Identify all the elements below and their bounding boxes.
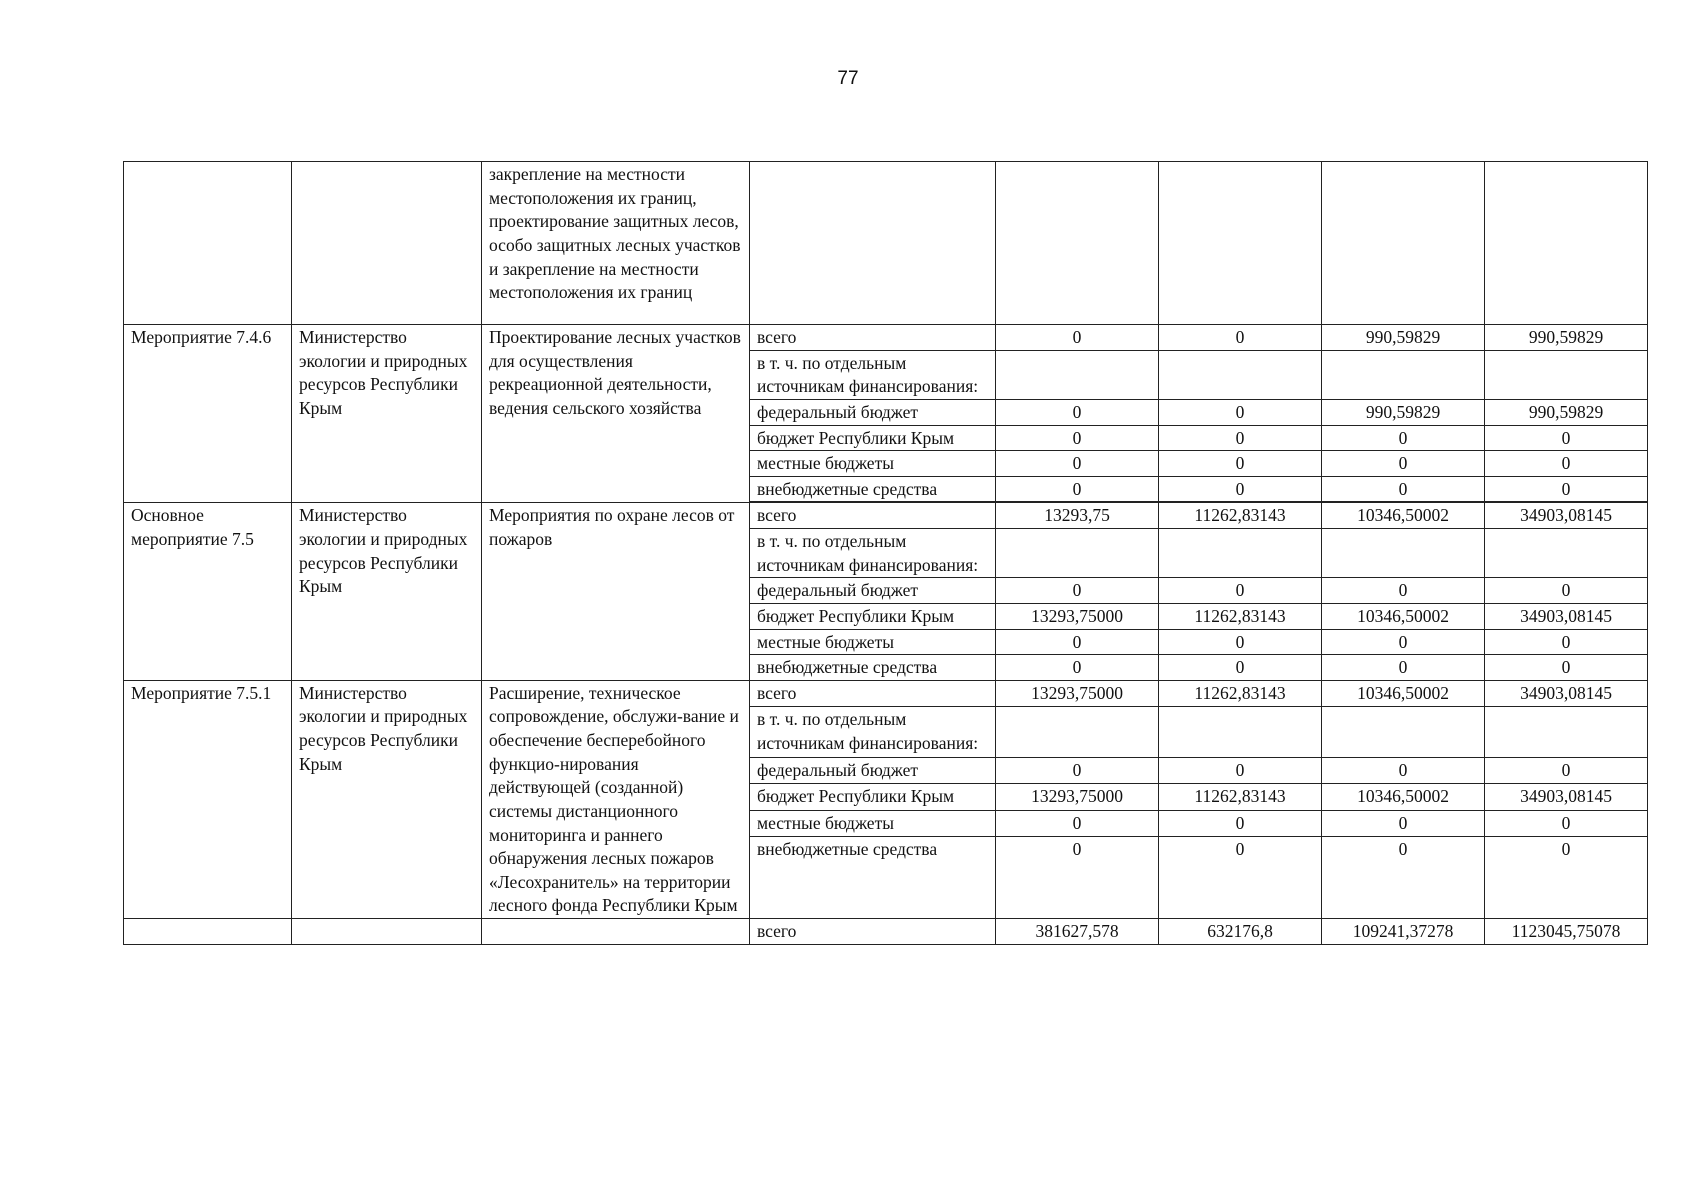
source-label: федеральный бюджет bbox=[750, 757, 996, 783]
value-cell bbox=[996, 350, 1159, 399]
value-cell: 0 bbox=[996, 451, 1159, 477]
executor-cell bbox=[292, 162, 482, 325]
value-cell: 10346,50002 bbox=[1322, 680, 1485, 706]
table-row bbox=[124, 503, 1648, 529]
value-cell: 13293,75 bbox=[996, 503, 1159, 529]
value-cell: 0 bbox=[1159, 476, 1322, 502]
grand-total-value: 1123045,75078 bbox=[1485, 919, 1648, 945]
value-cell: 0 bbox=[1159, 578, 1322, 604]
continuation-row bbox=[124, 162, 1648, 325]
value-cell: 0 bbox=[996, 325, 1159, 351]
value-cell: 0 bbox=[1322, 476, 1485, 502]
value-cell: 10346,50002 bbox=[1322, 503, 1485, 529]
value-cell: 0 bbox=[1159, 451, 1322, 477]
description-cell: Мероприятия по охране лесов от пожаров bbox=[482, 503, 750, 680]
value-cell: 0 bbox=[1322, 757, 1485, 783]
value-cell: 0 bbox=[1485, 757, 1648, 783]
value-cell: 34903,08145 bbox=[1485, 784, 1648, 810]
value-cell bbox=[1485, 707, 1648, 758]
source-label: в т. ч. по отдельным источникам финансирования: bbox=[750, 350, 996, 399]
source-label: всего bbox=[750, 325, 996, 351]
measure-name-cell: Мероприятие 7.4.6 bbox=[124, 325, 292, 503]
value-cell bbox=[996, 707, 1159, 758]
value-cell bbox=[1159, 529, 1322, 578]
value-cell: 0 bbox=[1485, 837, 1648, 919]
value-cell: 0 bbox=[1485, 578, 1648, 604]
measure-name-cell: Мероприятие 7.5.1 bbox=[124, 680, 292, 918]
value-cell: 0 bbox=[1322, 578, 1485, 604]
value-cell bbox=[1322, 529, 1485, 578]
source-label: всего bbox=[750, 503, 996, 529]
source-label: внебюджетные средства bbox=[750, 476, 996, 502]
value-cell: 0 bbox=[1159, 655, 1322, 681]
value-cell bbox=[996, 162, 1159, 325]
value-cell: 10346,50002 bbox=[1322, 603, 1485, 629]
grand-total-row bbox=[124, 919, 1648, 945]
value-cell: 0 bbox=[1485, 451, 1648, 477]
value-cell: 13293,75000 bbox=[996, 680, 1159, 706]
value-cell: 0 bbox=[1322, 837, 1485, 919]
source-label: внебюджетные средства bbox=[750, 837, 996, 919]
value-cell: 11262,83143 bbox=[1159, 603, 1322, 629]
value-cell bbox=[1159, 707, 1322, 758]
table-row bbox=[124, 325, 1648, 351]
value-cell: 11262,83143 bbox=[1159, 680, 1322, 706]
value-cell bbox=[996, 529, 1159, 578]
value-cell: 0 bbox=[996, 810, 1159, 836]
executor-cell: Министерство экологии и природных ресурсов Республики Крым bbox=[292, 680, 482, 918]
value-cell: 0 bbox=[996, 655, 1159, 681]
value-cell: 0 bbox=[996, 629, 1159, 655]
value-cell: 34903,08145 bbox=[1485, 603, 1648, 629]
value-cell: 0 bbox=[996, 578, 1159, 604]
source-label: в т. ч. по отдельным источникам финансирования: bbox=[750, 529, 996, 578]
description-cell: закрепление на местности местоположения их границ, проектирование защитных лесов, особо защитных лесных участков и закрепление на местности местоположения их границ bbox=[482, 162, 750, 325]
description-cell bbox=[482, 919, 750, 945]
value-cell: 0 bbox=[1159, 810, 1322, 836]
value-cell: 0 bbox=[1159, 425, 1322, 451]
source-label: федеральный бюджет bbox=[750, 399, 996, 425]
value-cell: 0 bbox=[996, 837, 1159, 919]
value-cell: 0 bbox=[1485, 425, 1648, 451]
page-number: 77 bbox=[837, 68, 859, 89]
value-cell: 11262,83143 bbox=[1159, 784, 1322, 810]
value-cell bbox=[1322, 350, 1485, 399]
grand-total-value: 632176,8 bbox=[1159, 919, 1322, 945]
source-label: в т. ч. по отдельным источникам финансирования: bbox=[750, 707, 996, 758]
value-cell: 0 bbox=[996, 399, 1159, 425]
value-cell: 34903,08145 bbox=[1485, 680, 1648, 706]
value-cell: 0 bbox=[1322, 655, 1485, 681]
value-cell: 11262,83143 bbox=[1159, 503, 1322, 529]
grand-total-label: всего bbox=[750, 919, 996, 945]
value-cell: 0 bbox=[1485, 655, 1648, 681]
value-cell: 990,59829 bbox=[1485, 325, 1648, 351]
value-cell: 0 bbox=[996, 425, 1159, 451]
measure-name-cell bbox=[124, 919, 292, 945]
grand-total-value: 109241,37278 bbox=[1322, 919, 1485, 945]
description-cell: Проектирование лесных участков для осуществления рекреационной деятельности, ведения сельского хозяйства bbox=[482, 325, 750, 503]
value-cell: 0 bbox=[1159, 629, 1322, 655]
value-cell bbox=[1485, 529, 1648, 578]
value-cell: 10346,50002 bbox=[1322, 784, 1485, 810]
source-label: местные бюджеты bbox=[750, 629, 996, 655]
source-label: местные бюджеты bbox=[750, 810, 996, 836]
value-cell: 0 bbox=[1322, 425, 1485, 451]
table-row bbox=[124, 680, 1648, 706]
value-cell bbox=[1159, 162, 1322, 325]
value-cell: 0 bbox=[1159, 399, 1322, 425]
value-cell bbox=[1322, 707, 1485, 758]
value-cell: 990,59829 bbox=[1485, 399, 1648, 425]
source-label: бюджет Республики Крым bbox=[750, 784, 996, 810]
source-label: внебюджетные средства bbox=[750, 655, 996, 681]
value-cell: 0 bbox=[1159, 325, 1322, 351]
value-cell: 0 bbox=[1322, 629, 1485, 655]
executor-cell: Министерство экологии и природных ресурсов Республики Крым bbox=[292, 325, 482, 503]
value-cell: 13293,75000 bbox=[996, 784, 1159, 810]
value-cell: 0 bbox=[1485, 810, 1648, 836]
value-cell: 0 bbox=[996, 476, 1159, 502]
description-cell: Расширение, техническое сопровождение, обслужи-вание и обеспечение бесперебойного функцио-нирования действующей (созданной) системы дистанционного мониторинга и раннего обнаружения лесных пожаров «Лесохранитель» на территории лесного фонда Республики Крым bbox=[482, 680, 750, 918]
source-label: всего bbox=[750, 680, 996, 706]
value-cell bbox=[1159, 350, 1322, 399]
value-cell: 0 bbox=[1159, 757, 1322, 783]
value-cell: 990,59829 bbox=[1322, 325, 1485, 351]
value-cell: 0 bbox=[996, 757, 1159, 783]
executor-cell bbox=[292, 919, 482, 945]
value-cell: 0 bbox=[1485, 476, 1648, 502]
value-cell: 0 bbox=[1159, 837, 1322, 919]
executor-cell: Министерство экологии и природных ресурсов Республики Крым bbox=[292, 503, 482, 680]
source-cell bbox=[750, 162, 996, 325]
source-label: бюджет Республики Крым bbox=[750, 603, 996, 629]
source-label: федеральный бюджет bbox=[750, 578, 996, 604]
source-label: бюджет Республики Крым bbox=[750, 425, 996, 451]
grand-total-value: 381627,578 bbox=[996, 919, 1159, 945]
budget-table bbox=[123, 161, 1648, 945]
measure-name-cell bbox=[124, 162, 292, 325]
value-cell bbox=[1322, 162, 1485, 325]
value-cell: 0 bbox=[1485, 629, 1648, 655]
value-cell: 0 bbox=[1322, 451, 1485, 477]
value-cell: 0 bbox=[1322, 810, 1485, 836]
value-cell: 13293,75000 bbox=[996, 603, 1159, 629]
source-label: местные бюджеты bbox=[750, 451, 996, 477]
measure-name-cell: Основное мероприятие 7.5 bbox=[124, 503, 292, 680]
value-cell: 34903,08145 bbox=[1485, 503, 1648, 529]
value-cell: 990,59829 bbox=[1322, 399, 1485, 425]
value-cell bbox=[1485, 350, 1648, 399]
value-cell bbox=[1485, 162, 1648, 325]
